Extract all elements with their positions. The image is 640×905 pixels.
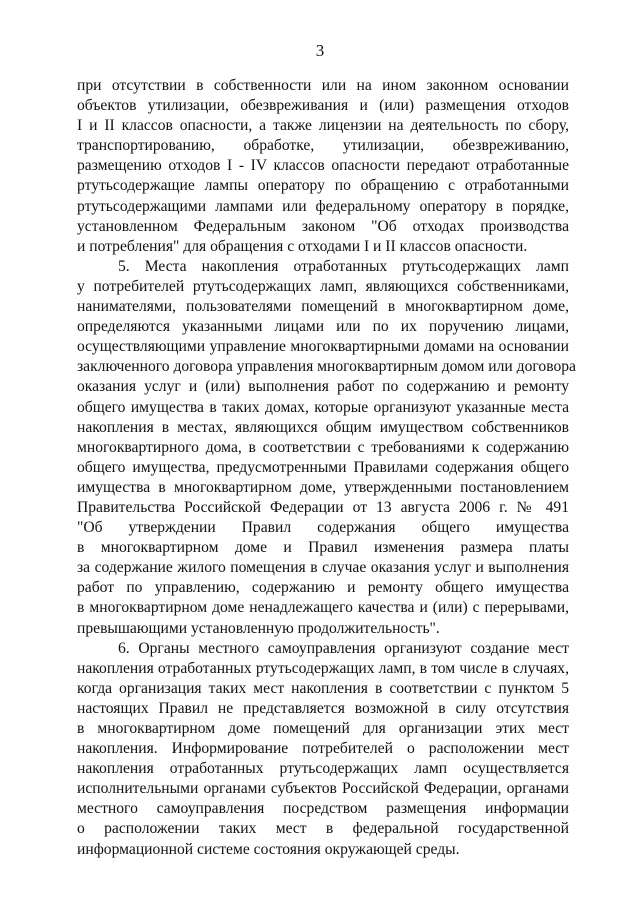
paragraph-line: накопления в местах, являющихся общим имуществом собственников: [77, 418, 569, 436]
paragraph-line: накопления. Информирование потребителей о расположении мест: [77, 740, 569, 758]
paragraph-line: превышающими установленную продолжительность".: [77, 619, 440, 637]
paragraph-line: "Об утверждении Правил содержания общего имущества: [77, 519, 569, 537]
paragraph-line: накопления отработанных ртутьсодержащих ламп осуществляется: [77, 760, 569, 778]
paragraph-line: за содержание жилого помещения в случае оказания услуг и выполнения: [77, 559, 569, 577]
paragraph-line: общего имущества, предусмотренными Правилами содержания общего: [77, 458, 569, 476]
paragraph-line: I и II классов опасности, а также лицензии на деятельность по сбору,: [77, 117, 569, 135]
paragraph-line: 6. Органы местного самоуправления организуют создание мест: [118, 639, 569, 657]
paragraph-line: ртутьсодержащие лампы оператору по обращению с отработанными: [77, 177, 569, 195]
paragraph-line: работ по управлению, содержанию и ремонту общего имущества: [77, 579, 569, 597]
paragraph-line: в многоквартирном доме и Правил изменения размера платы: [77, 539, 569, 557]
paragraph-line: заключенного договора управления многоквартирным домом или договора: [77, 358, 576, 376]
paragraph-line: местного самоуправления посредством размещения информации: [77, 800, 569, 818]
paragraph: [77, 639, 569, 860]
paragraph-line: у потребителей ртутьсодержащих ламп, являющихся собственниками,: [77, 277, 569, 295]
paragraph-line: транспортированию, обработке, утилизации, обезвреживанию,: [77, 137, 569, 155]
paragraph-line: определяются указанными лицами или по их поручению лицами,: [77, 318, 569, 336]
paragraph-line: в многоквартирном доме помещений для организации этих мест: [77, 720, 569, 737]
paragraph-line: в многоквартирном доме ненадлежащего качества и (или) с перерывами,: [77, 599, 569, 617]
paragraph: [77, 257, 576, 639]
paragraph-line: имущества в многоквартирном доме, утвержденными постановлением: [77, 478, 569, 496]
paragraph-line: 5. Места накопления отработанных ртутьсодержащих ламп: [118, 257, 569, 275]
page-number: 3: [315, 41, 325, 60]
paragraph-line: о расположении таких мест в федеральной государственной: [77, 820, 569, 838]
paragraph-line: и потребления" для обращения с отходами I и II классов опасности.: [77, 237, 528, 255]
paragraph-line: многоквартирного дома, в соответствии с требованиями к содержанию: [77, 438, 569, 456]
paragraph-line: оказания услуг и (или) выполнения работ по содержанию и ремонту: [77, 378, 569, 396]
paragraph-line: установленном Федеральным законом "Об отходах производства: [77, 217, 569, 235]
paragraph: [77, 76, 569, 257]
paragraph-line: ртутьсодержащими лампами или федеральному оператору в порядке,: [77, 197, 569, 215]
paragraph-line: размещению отходов I - IV классов опасности передают отработанные: [77, 157, 569, 175]
paragraph-line: объектов утилизации, обезвреживания и (или) размещения отходов: [77, 97, 569, 115]
paragraph-line: общего имущества в таких домах, которые организуют указанные места: [77, 398, 569, 416]
paragraph-line: осуществляющими управление многоквартирными домами на основании: [77, 338, 569, 356]
paragraph-line: Правительства Российской Федерации от 13 августа 2006 г. № 491: [77, 498, 569, 516]
document-body: [77, 76, 576, 860]
paragraph-line: накопления отработанных ртутьсодержащих ламп, в том числе в случаях,: [77, 659, 569, 677]
paragraph-line: при отсутствии в собственности или на ином законном основании: [77, 77, 569, 94]
paragraph-line: настоящих Правил не представляется возможной в силу отсутствия: [77, 699, 569, 717]
paragraph-line: нанимателями, пользователями помещений в многоквартирном доме,: [77, 298, 569, 316]
paragraph-line: исполнительными органами субъектов Российской Федерации, органами: [77, 780, 569, 798]
paragraph-line: когда организация таких мест накопления в соответствии с пунктом 5: [77, 679, 569, 697]
paragraph-line: информационной системе состояния окружающей среды.: [77, 840, 460, 858]
